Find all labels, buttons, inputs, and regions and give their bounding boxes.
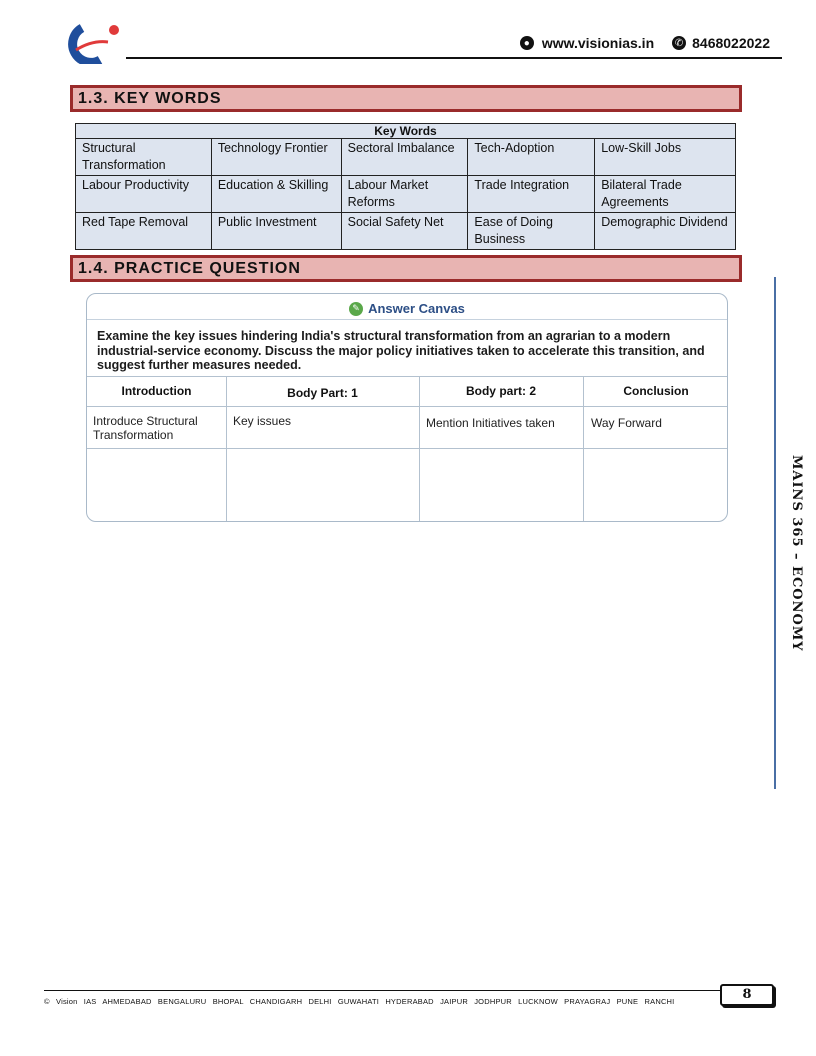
table-cell: Trade Integration (468, 176, 595, 213)
footer-branches: © Vision IAS AHMEDABAD BENGALURU BHOPAL CHANDIGARH DELHI GUWAHATI HYDERABAD JAIPUR JODHPUR LUCKNOW PRAYAGRAJ PUNE RANCHI (44, 997, 675, 1006)
answer-canvas-title-text: Answer Canvas (368, 301, 465, 316)
answer-canvas-title (87, 301, 727, 316)
grid-line (87, 376, 727, 377)
table-cell: Education & Skilling (211, 176, 341, 213)
vision-ias-logo (62, 20, 124, 64)
table-row (76, 213, 736, 250)
column-header-body-part-1: Body Part: 1 (287, 386, 358, 400)
table-cell: Low-Skill Jobs (595, 139, 736, 176)
grid-line (87, 406, 727, 407)
phone-icon: ✆ (672, 36, 686, 50)
answer-canvas-icon: ✎ (349, 302, 363, 316)
table-cell: Tech-Adoption (468, 139, 595, 176)
table-cell: Labour Productivity (76, 176, 212, 213)
hint-introduction: Introduce Structural Transformation (93, 414, 198, 442)
key-words-header: Key Words (76, 124, 736, 139)
table-cell: Public Investment (211, 213, 341, 250)
side-rule (774, 277, 776, 789)
phone-number: 8468022022 (692, 35, 770, 51)
website-link[interactable]: www.visionias.in (541, 35, 655, 51)
hint-body-part-2: Mention Initiatives taken (426, 416, 555, 430)
footer-divider (44, 990, 720, 991)
column-header-conclusion: Conclusion (623, 384, 689, 398)
table-row (76, 176, 736, 213)
key-words-header-row (76, 124, 736, 139)
section-heading-practice-question: 1.4. PRACTICE QUESTION (70, 255, 742, 282)
section-heading-key-words: 1.3. KEY WORDS (70, 85, 742, 112)
table-cell: Technology Frontier (211, 139, 341, 176)
grid-line (87, 448, 727, 449)
table-cell: Bilateral Trade Agreements (595, 176, 736, 213)
hint-conclusion: Way Forward (591, 416, 662, 430)
table-cell: Labour Market Reforms (341, 176, 468, 213)
table-cell: Demographic Dividend (595, 213, 736, 250)
header-contact (520, 35, 770, 51)
column-header-body-part-2: Body part: 2 (465, 384, 536, 398)
table-cell: Ease of Doing Business (468, 213, 595, 250)
column-header-introduction: Introduction (121, 384, 192, 398)
table-cell: Red Tape Removal (76, 213, 212, 250)
hint-body-part-1: Key issues (233, 414, 292, 428)
key-words-table (75, 123, 736, 250)
practice-question-text: Examine the key issues hindering India's structural transformation from an agrarian to a modern industrial-service economy. Discuss the major policy initiatives taken to accelerate this transition, and suggest further measures needed. (97, 329, 705, 372)
canvas-title-divider (87, 319, 727, 320)
answer-canvas (86, 293, 728, 522)
header-divider (126, 57, 782, 59)
globe-icon: ● (520, 36, 534, 50)
side-label: MAINS 365 – ECONOMY (789, 455, 804, 652)
table-cell: Structural Transformation (76, 139, 212, 176)
table-cell: Sectoral Imbalance (341, 139, 468, 176)
page-number: 8 (720, 984, 774, 1006)
table-row (76, 139, 736, 176)
table-cell: Social Safety Net (341, 213, 468, 250)
